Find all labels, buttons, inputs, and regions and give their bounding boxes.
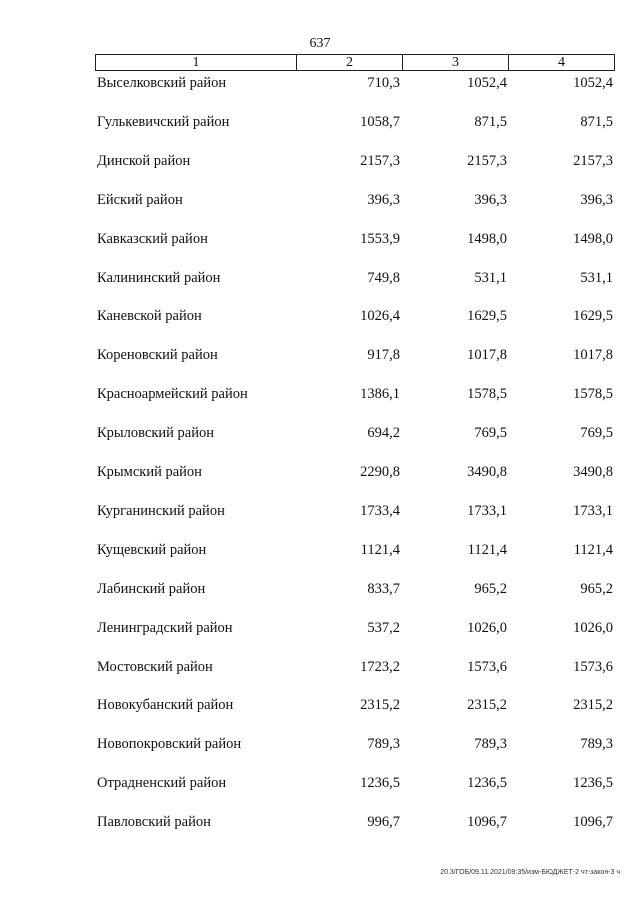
table-row (0, 189, 640, 211)
table-row (0, 267, 640, 289)
value-col-3: 1733,1 (467, 502, 507, 519)
district-name: Кавказский район (97, 230, 208, 247)
district-name: Мостовский район (97, 658, 213, 675)
district-name: Лабинский район (97, 580, 206, 597)
value-col-3: 1498,0 (467, 230, 507, 247)
value-col-3: 789,3 (474, 736, 507, 753)
value-col-2: 1386,1 (360, 386, 400, 403)
value-col-3: 769,5 (474, 425, 507, 442)
district-name: Новокубанский район (97, 697, 234, 714)
value-col-2: 710,3 (367, 75, 400, 91)
value-col-2: 789,3 (367, 736, 400, 753)
table-row (0, 617, 640, 639)
value-col-4: 2157,3 (573, 152, 613, 169)
district-name: Павловский район (97, 814, 211, 831)
table-row (0, 422, 640, 444)
table-header (95, 54, 615, 71)
value-col-2: 917,8 (367, 347, 400, 364)
district-name: Ейский район (97, 191, 183, 208)
value-col-2: 2157,3 (360, 152, 400, 169)
district-name: Кореновский район (97, 347, 218, 364)
value-col-4: 1578,5 (573, 386, 613, 403)
table-row (0, 344, 640, 366)
value-col-4: 769,5 (580, 425, 613, 442)
value-col-4: 1026,0 (573, 619, 613, 636)
value-col-2: 996,7 (367, 814, 400, 831)
value-col-2: 1121,4 (360, 541, 400, 558)
page-number: 637 (309, 36, 331, 51)
value-col-4: 396,3 (580, 191, 613, 208)
value-col-2: 1026,4 (360, 308, 400, 325)
district-name: Отрадненский район (97, 775, 227, 792)
value-col-3: 965,2 (474, 580, 507, 597)
value-col-3: 1236,5 (467, 775, 507, 792)
value-col-2: 749,8 (367, 269, 400, 286)
value-col-4: 1629,5 (573, 308, 613, 325)
value-col-3: 871,5 (474, 113, 507, 130)
value-col-4: 789,3 (580, 736, 613, 753)
header-col-3: 3 (403, 55, 509, 70)
value-col-2: 396,3 (367, 191, 400, 208)
table-row (0, 733, 640, 755)
table-row (0, 111, 640, 133)
table-row (0, 383, 640, 405)
value-col-3: 1017,8 (467, 347, 507, 364)
table-row (0, 656, 640, 678)
district-name: Красноармейский район (97, 386, 248, 403)
value-col-2: 833,7 (367, 580, 400, 597)
table-row (0, 694, 640, 716)
value-col-2: 1236,5 (360, 775, 400, 792)
value-col-3: 3490,8 (467, 464, 507, 480)
value-col-4: 3490,8 (573, 464, 613, 480)
value-col-2: 2290,8 (360, 464, 400, 480)
district-name: Динской район (97, 152, 191, 169)
table-row (0, 305, 640, 327)
value-col-3: 1629,5 (467, 308, 507, 325)
value-col-4: 2315,2 (573, 697, 613, 714)
district-name: Курганинский район (97, 502, 225, 519)
district-name: Калининский район (97, 269, 221, 286)
value-col-3: 531,1 (474, 269, 507, 286)
district-name: Кущевский район (97, 541, 207, 558)
value-col-4: 1052,4 (573, 75, 613, 91)
value-col-4: 531,1 (580, 269, 613, 286)
value-col-3: 1052,4 (467, 75, 507, 91)
value-col-4: 1236,5 (573, 775, 613, 792)
header-col-2: 2 (297, 55, 403, 70)
table-row (0, 228, 640, 250)
value-col-4: 1573,6 (573, 658, 613, 675)
value-col-2: 1553,9 (360, 230, 400, 247)
value-col-4: 1096,7 (573, 814, 613, 831)
table-row (0, 772, 640, 794)
district-name: Крыловский район (97, 425, 214, 442)
table-row (0, 578, 640, 600)
value-col-4: 1733,1 (573, 502, 613, 519)
district-name: Ленинградский район (97, 619, 233, 636)
table-row (0, 461, 640, 483)
value-col-3: 2315,2 (467, 697, 507, 714)
value-col-3: 1578,5 (467, 386, 507, 403)
value-col-4: 1121,4 (573, 541, 613, 558)
value-col-4: 871,5 (580, 113, 613, 130)
header-col-1: 1 (96, 55, 297, 70)
district-name: Крымский район (97, 464, 202, 480)
value-col-3: 2157,3 (467, 152, 507, 169)
value-col-2: 537,2 (367, 619, 400, 636)
district-name: Каневской район (97, 308, 202, 325)
value-col-2: 1058,7 (360, 113, 400, 130)
district-name: Выселковский район (97, 75, 227, 91)
document-footer: 20.3/ГОБ/09.11.2021/09:35/изм-БЮДЖЕТ-2 чт-закон-3 ч (440, 869, 620, 876)
district-name: Гулькевичский район (97, 113, 230, 130)
value-col-2: 694,2 (367, 425, 400, 442)
value-col-2: 2315,2 (360, 697, 400, 714)
value-col-2: 1733,4 (360, 502, 400, 519)
table-row (0, 72, 640, 94)
value-col-3: 1096,7 (467, 814, 507, 831)
district-name: Новопокровский район (97, 736, 242, 753)
table-row (0, 811, 640, 833)
header-col-4: 4 (558, 55, 565, 70)
table-row (0, 539, 640, 561)
value-col-2: 1723,2 (360, 658, 400, 675)
value-col-4: 1498,0 (573, 230, 613, 247)
value-col-3: 1121,4 (467, 541, 507, 558)
value-col-4: 965,2 (580, 580, 613, 597)
value-col-4: 1017,8 (573, 347, 613, 364)
value-col-3: 1026,0 (467, 619, 507, 636)
table-row (0, 500, 640, 522)
value-col-3: 396,3 (474, 191, 507, 208)
value-col-3: 1573,6 (467, 658, 507, 675)
table-row (0, 150, 640, 172)
